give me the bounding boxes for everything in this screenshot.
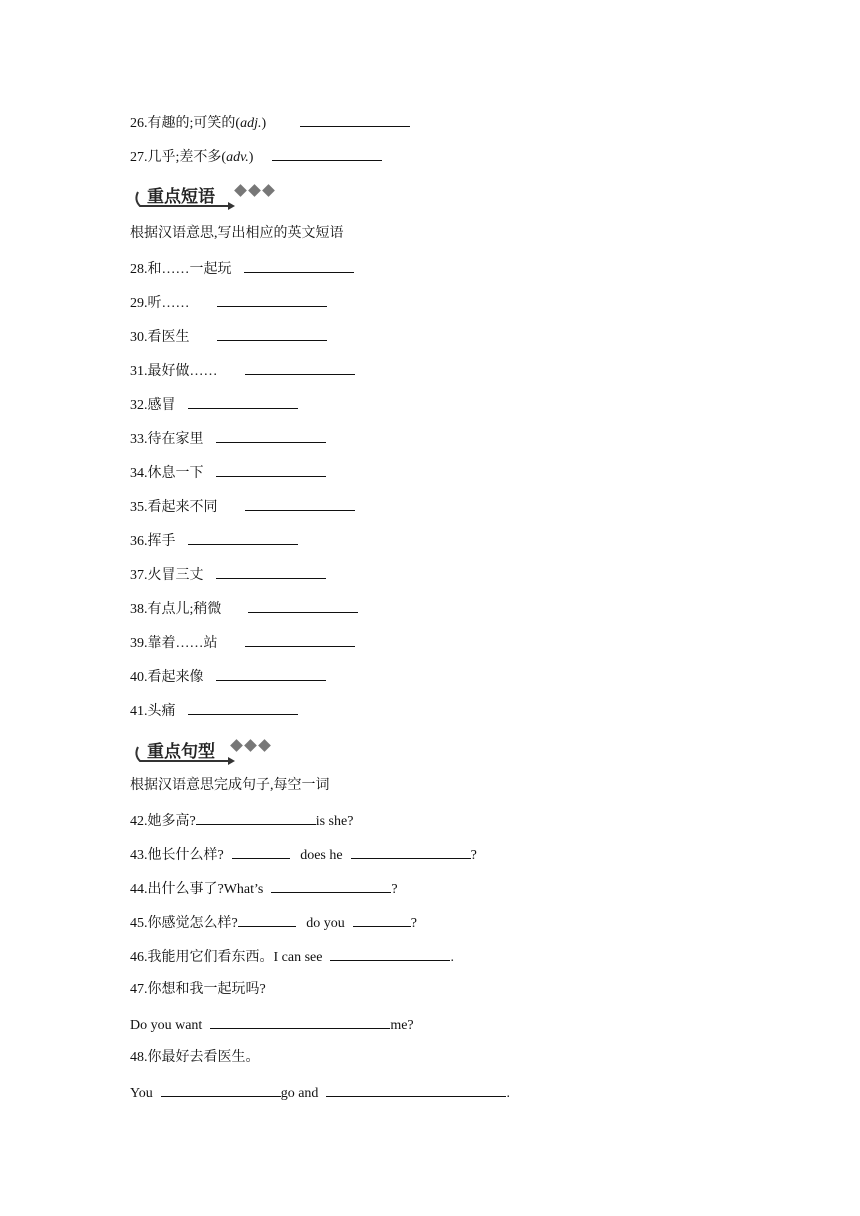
answer-blank[interactable] bbox=[196, 810, 316, 825]
phrase-item: 40.看起来像 bbox=[130, 666, 326, 688]
sentence-item-48-en: You go and . bbox=[130, 1082, 510, 1104]
answer-blank[interactable] bbox=[188, 394, 298, 409]
sentence-item-48-cn: 48.你最好去看医生。 bbox=[130, 1050, 260, 1065]
answer-blank[interactable] bbox=[161, 1082, 281, 1097]
answer-blank[interactable] bbox=[188, 530, 298, 545]
section-title: 重点句型 bbox=[147, 742, 215, 762]
sentence-item-44: 44.出什么事了?What’s ? bbox=[130, 878, 398, 900]
sentence-item-43: 43.他长什么样? does he ? bbox=[130, 844, 477, 866]
answer-blank[interactable] bbox=[244, 258, 354, 273]
answer-blank[interactable] bbox=[271, 878, 391, 893]
sentence-item-45: 45.你感觉怎么样? do you ? bbox=[130, 912, 417, 934]
answer-blank[interactable] bbox=[188, 700, 298, 715]
vocab-text: 26.有趣的;可笑的( bbox=[130, 116, 241, 131]
phrase-item: 33.待在家里 bbox=[130, 428, 326, 450]
answer-blank[interactable] bbox=[232, 844, 290, 859]
diamond-decoration-icon bbox=[236, 184, 278, 200]
sentence-item-46: 46.我能用它们看东西。I can see . bbox=[130, 946, 454, 968]
answer-blank[interactable] bbox=[216, 428, 326, 443]
section-header-phrases bbox=[132, 180, 292, 212]
phrase-item: 38.有点儿;稍微 bbox=[130, 598, 358, 620]
phrase-item: 37.火冒三丈 bbox=[130, 564, 326, 586]
answer-blank[interactable] bbox=[210, 1014, 390, 1029]
phrase-item: 29.听…… bbox=[130, 292, 327, 314]
answer-blank[interactable] bbox=[217, 326, 327, 341]
answer-blank[interactable] bbox=[330, 946, 450, 961]
section-title: 重点短语 bbox=[147, 187, 215, 207]
phrase-item: 35.看起来不同 bbox=[130, 496, 355, 518]
phrase-item: 28.和……一起玩 bbox=[130, 258, 354, 280]
phrase-item: 34.休息一下 bbox=[130, 462, 326, 484]
answer-blank[interactable] bbox=[353, 912, 411, 927]
answer-blank[interactable] bbox=[245, 360, 355, 375]
answer-blank[interactable] bbox=[216, 666, 326, 681]
answer-blank[interactable] bbox=[217, 292, 327, 307]
answer-blank[interactable] bbox=[238, 912, 296, 927]
phrase-item: 39.靠着……站 bbox=[130, 632, 355, 654]
phrase-item: 30.看医生 bbox=[130, 326, 327, 348]
phrase-item: 31.最好做…… bbox=[130, 360, 355, 382]
answer-blank[interactable] bbox=[272, 146, 382, 161]
part-of-speech: adj. bbox=[240, 116, 262, 131]
diamond-decoration-icon bbox=[232, 739, 274, 755]
answer-blank[interactable] bbox=[216, 564, 326, 579]
section-header-sentences bbox=[132, 735, 292, 767]
sentence-item-47-cn: 47.你想和我一起玩吗? bbox=[130, 982, 266, 997]
phrase-item: 36.挥手 bbox=[130, 530, 298, 552]
answer-blank[interactable] bbox=[300, 112, 410, 127]
phrase-item: 32.感冒 bbox=[130, 394, 298, 416]
answer-blank[interactable] bbox=[248, 598, 358, 613]
answer-blank[interactable] bbox=[351, 844, 471, 859]
vocab-item-27: 27.几乎;差不多(adv.) bbox=[130, 146, 382, 168]
phrase-item: 41.头痛 bbox=[130, 700, 298, 722]
answer-blank[interactable] bbox=[245, 632, 355, 647]
sentence-item-47-en: Do you want me? bbox=[130, 1014, 414, 1036]
part-of-speech: adv. bbox=[226, 150, 249, 165]
answer-blank[interactable] bbox=[326, 1082, 506, 1097]
sentence-item-42: 42.她多高? is she? bbox=[130, 810, 353, 832]
answer-blank[interactable] bbox=[245, 496, 355, 511]
instruction: 根据汉语意思完成句子,每空一词 bbox=[130, 778, 330, 793]
vocab-item-26: 26.有趣的;可笑的(adj.) bbox=[130, 112, 410, 134]
answer-blank[interactable] bbox=[216, 462, 326, 477]
instruction: 根据汉语意思,写出相应的英文短语 bbox=[130, 226, 344, 241]
vocab-text: 27.几乎;差不多( bbox=[130, 150, 227, 165]
